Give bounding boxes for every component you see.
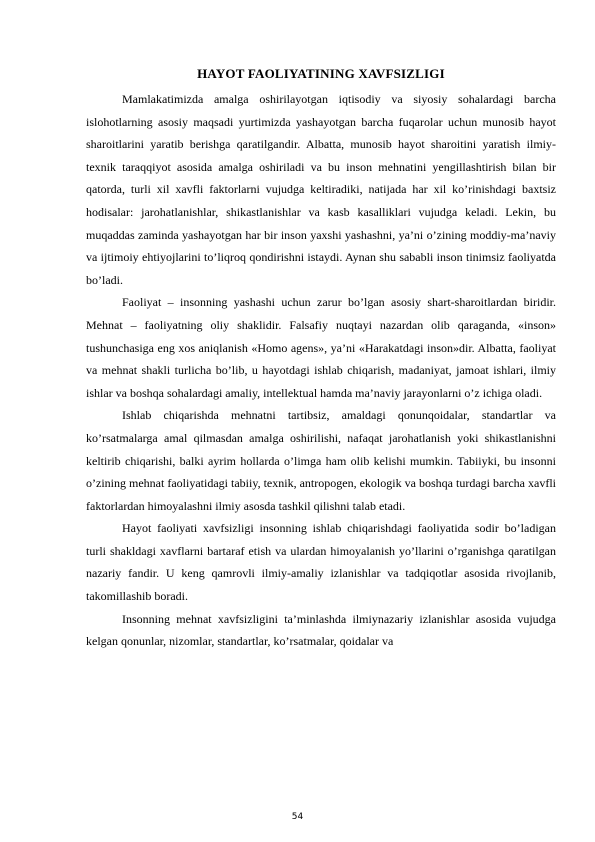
paragraph-5: Insonning mehnat xavfsizligini ta’minlashda ilmiynazariy izlanishlar asosida vujudga kelgan qonunlar, nizomlar, standartlar, ko’rsatmalar, qoidalar va xyxy=(86,611,556,649)
paragraph-1: Mamlakatimizda amalga oshirilayotgan iqtisodiy va siyosiy sohalardagi barcha islohotlarning asosiy maqsadi yurtimizda yashayotgan barcha fuqarolar uchun munosib hayot sharoitlarini yaratib berishga qaratilgandir. Albatta, munosib hayot sharoitini yaratish ilmiy-texnik taraqqiyot asosida amalga oshiriladi va bu inson mehnatini yengillashtirish bilan bir qatorda, turli xil xavfli faktorlarni vujudga keltiradiki, natijada har xil ko’rinishdagi baxtsiz hodisalar: jarohatlanishlar, shikastlanishlar va kasb kasalliklari vujudga keladi. Lekin, bu muqaddas zaminda yashayotgan har bir inson yaxshi yashashni, ya’ni o’zining moddiy-ma’naviy va ijtimoiy ehtiyojlarini to’liqroq qondirishni istaydi. Aynan shu sababli inson tinimsiz faoliyatda bo’ladi. xyxy=(86,92,556,287)
document-body xyxy=(86,88,556,653)
page-number: 54 xyxy=(291,812,304,822)
paragraph-2: Faoliyat – insonning yashashi uchun zarur bo’lgan asosiy shart-sharoitlardan biridir. Mehnat – faoliyatning oliy shaklidir. Falsafiy nuqtayi nazardan olib qaraganda, «inson» tushunchasiga eng xos aniqlanish «Homo agens», ya’ni «Harakatdagi inson»dir. Albatta, faoliyat va mehnat shakli turlicha bo’lib, u hayotdagi ishlab chiqarish, madaniyat, jamoat ishlari, ilmiy ishlar va boshqa sohalardagi amaliy, intellektual hamda ma’naviy jarayonlarni o’z ichiga oladi. xyxy=(86,295,556,400)
paragraph-4: Hayot faoliyati xavfsizligi insonning ishlab chiqarishdagi faoliyatida sodir bo’ladigan turli shakldagi xavflarni bartaraf etish va ulardan himoyalanish yo’llarini o’rganishga qaratilgan nazariy fandir. U keng qamrovli ilmiy-amaliy izlanishlar va tadqiqotlar asosida rivojlanib, takomillashib boradi. xyxy=(86,521,556,604)
document-title: HAYOT FAOLIYATINING XAVFSIZLIGI xyxy=(197,66,445,81)
paragraph-3: Ishlab chiqarishda mehnatni tartibsiz, amaldagi qonunqoidalar, standartlar va ko’rsatmalarga amal qilmasdan amalga oshirilishi, nafaqat jarohatlanish yoki shikastlanishni keltirib chiqarishi, balki ayrim hollarda o’limga ham olib kelishi mumkin. Tabiiyki, bu insonni o’zining mehnat faoliyatidagi tabiiy, texnik, antropogen, ekologik va boshqa turdagi barcha xavfli faktorlardan himoyalashni ilmiy asosda tashkil qilishni talab etadi. xyxy=(86,408,556,513)
